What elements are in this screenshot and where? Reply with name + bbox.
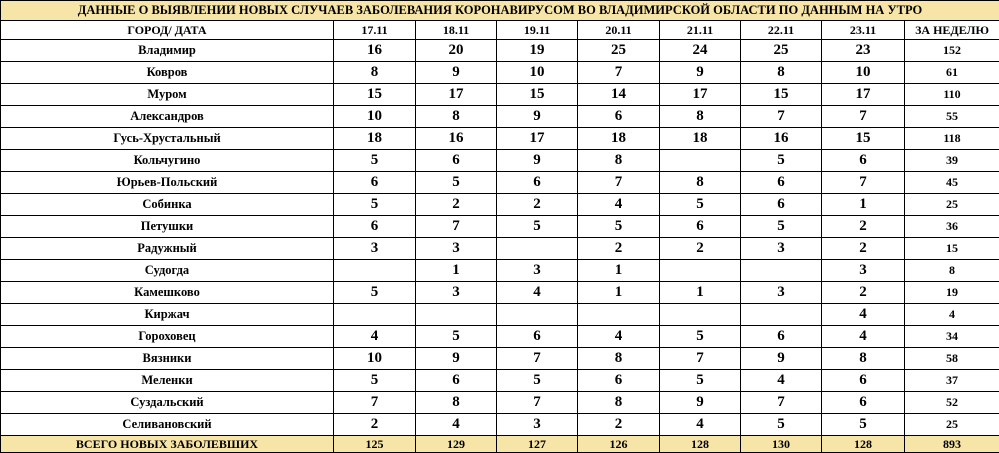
- city-name: Владимир: [1, 40, 334, 62]
- daily-cases-cell: 7: [497, 348, 578, 370]
- week-total-header: ЗА НЕДЕЛЮ: [905, 21, 999, 40]
- daily-cases-cell: 2: [578, 238, 660, 260]
- daily-cases-cell: 6: [578, 106, 660, 128]
- daily-cases-cell: 17: [497, 128, 578, 150]
- daily-cases-cell: 6: [822, 150, 905, 172]
- daily-cases-cell: 5: [741, 216, 822, 238]
- week-total-cell: 8: [905, 260, 999, 282]
- daily-cases-cell: [660, 260, 741, 282]
- table-title: ДАННЫЕ О ВЫЯВЛЕНИИ НОВЫХ СЛУЧАЕВ ЗАБОЛЕВАНИЯ КОРОНАВИРУСОМ ВО ВЛАДИМИРСКОЙ ОБЛАСТИ ПО ДАННЫМ НА УТРО: [1, 1, 999, 21]
- week-total-cell: 52: [905, 392, 999, 414]
- date-header: 22.11: [741, 21, 822, 40]
- grand-total-cell: 893: [905, 436, 999, 453]
- daily-cases-cell: [741, 304, 822, 326]
- daily-cases-cell: 4: [497, 282, 578, 304]
- daily-cases-cell: 9: [497, 150, 578, 172]
- table-row: [1, 84, 999, 106]
- table-row: [1, 216, 999, 238]
- table-row: [1, 414, 999, 436]
- daily-cases-cell: 9: [660, 62, 741, 84]
- daily-cases-cell: 8: [416, 106, 497, 128]
- total-label: ВСЕГО НОВЫХ ЗАБОЛЕВШИХ: [1, 436, 334, 453]
- daily-total-cell: 127: [497, 436, 578, 453]
- city-name: Судогда: [1, 260, 334, 282]
- table-row: [1, 304, 999, 326]
- daily-cases-cell: 5: [497, 370, 578, 392]
- table-row: [1, 238, 999, 260]
- daily-cases-cell: 7: [416, 216, 497, 238]
- daily-cases-cell: 5: [741, 414, 822, 436]
- week-total-cell: 118: [905, 128, 999, 150]
- city-name: Гороховец: [1, 326, 334, 348]
- week-total-cell: 37: [905, 370, 999, 392]
- daily-cases-cell: 2: [578, 414, 660, 436]
- daily-cases-cell: 3: [497, 414, 578, 436]
- daily-cases-cell: 1: [822, 194, 905, 216]
- daily-cases-cell: 2: [334, 414, 416, 436]
- daily-cases-cell: 15: [334, 84, 416, 106]
- city-name: Радужный: [1, 238, 334, 260]
- daily-cases-cell: 23: [822, 40, 905, 62]
- daily-cases-cell: 2: [497, 194, 578, 216]
- city-name: Киржач: [1, 304, 334, 326]
- city-name: Селивановский: [1, 414, 334, 436]
- daily-cases-cell: 3: [822, 260, 905, 282]
- daily-cases-cell: [416, 304, 497, 326]
- city-date-header: ГОРОД/ ДАТА: [1, 21, 334, 40]
- daily-cases-cell: 18: [660, 128, 741, 150]
- daily-cases-cell: 10: [822, 62, 905, 84]
- daily-cases-cell: [741, 260, 822, 282]
- daily-cases-cell: 6: [334, 172, 416, 194]
- city-name: Ковров: [1, 62, 334, 84]
- daily-cases-cell: 7: [334, 392, 416, 414]
- week-total-cell: 58: [905, 348, 999, 370]
- daily-total-cell: 128: [660, 436, 741, 453]
- date-header: 18.11: [416, 21, 497, 40]
- daily-cases-cell: 7: [822, 172, 905, 194]
- week-total-cell: 25: [905, 194, 999, 216]
- daily-cases-cell: 6: [497, 172, 578, 194]
- daily-cases-cell: 4: [741, 370, 822, 392]
- city-name: Собинка: [1, 194, 334, 216]
- daily-cases-cell: 5: [416, 326, 497, 348]
- daily-cases-cell: 5: [334, 370, 416, 392]
- daily-cases-cell: 2: [822, 282, 905, 304]
- daily-cases-cell: 25: [578, 40, 660, 62]
- daily-cases-cell: [660, 150, 741, 172]
- week-total-cell: 25: [905, 414, 999, 436]
- daily-cases-cell: 6: [334, 216, 416, 238]
- daily-cases-cell: 5: [578, 216, 660, 238]
- daily-cases-cell: 6: [741, 326, 822, 348]
- daily-cases-cell: 7: [741, 392, 822, 414]
- daily-cases-cell: 7: [660, 348, 741, 370]
- daily-cases-cell: 7: [497, 392, 578, 414]
- city-name: Юрьев-Польский: [1, 172, 334, 194]
- table-row: [1, 282, 999, 304]
- daily-cases-cell: 18: [334, 128, 416, 150]
- date-header: 23.11: [822, 21, 905, 40]
- daily-total-cell: 125: [334, 436, 416, 453]
- week-total-cell: 39: [905, 150, 999, 172]
- table-row: [1, 392, 999, 414]
- table-row: [1, 370, 999, 392]
- daily-cases-cell: 1: [660, 282, 741, 304]
- daily-cases-cell: 4: [578, 326, 660, 348]
- daily-cases-cell: 16: [334, 40, 416, 62]
- daily-cases-cell: 5: [741, 150, 822, 172]
- week-total-cell: 34: [905, 326, 999, 348]
- daily-cases-cell: 3: [741, 282, 822, 304]
- daily-cases-cell: 1: [416, 260, 497, 282]
- daily-total-cell: 130: [741, 436, 822, 453]
- daily-cases-cell: 8: [660, 172, 741, 194]
- daily-cases-cell: 8: [578, 150, 660, 172]
- city-name: Кольчугино: [1, 150, 334, 172]
- daily-cases-cell: 2: [822, 238, 905, 260]
- week-total-cell: 110: [905, 84, 999, 106]
- date-header: 17.11: [334, 21, 416, 40]
- table-row: [1, 150, 999, 172]
- title-row: [1, 1, 999, 21]
- table-row: [1, 260, 999, 282]
- week-total-cell: 36: [905, 216, 999, 238]
- table-row: [1, 62, 999, 84]
- daily-cases-cell: 15: [822, 128, 905, 150]
- daily-cases-cell: 2: [660, 238, 741, 260]
- daily-cases-cell: 8: [416, 392, 497, 414]
- daily-cases-cell: 5: [334, 150, 416, 172]
- daily-cases-cell: 5: [822, 414, 905, 436]
- daily-cases-cell: 1: [578, 282, 660, 304]
- week-total-cell: 55: [905, 106, 999, 128]
- daily-cases-cell: 24: [660, 40, 741, 62]
- table-row: [1, 326, 999, 348]
- daily-cases-cell: 4: [334, 326, 416, 348]
- daily-cases-cell: 6: [578, 370, 660, 392]
- daily-cases-cell: 6: [660, 216, 741, 238]
- daily-cases-cell: 15: [497, 84, 578, 106]
- daily-cases-cell: 5: [660, 370, 741, 392]
- daily-cases-cell: [334, 304, 416, 326]
- daily-cases-cell: 7: [822, 106, 905, 128]
- daily-cases-cell: [497, 238, 578, 260]
- daily-cases-cell: 3: [497, 260, 578, 282]
- daily-cases-cell: 6: [416, 370, 497, 392]
- daily-cases-cell: 10: [497, 62, 578, 84]
- daily-cases-cell: 8: [578, 392, 660, 414]
- daily-cases-cell: 17: [822, 84, 905, 106]
- week-total-cell: 152: [905, 40, 999, 62]
- daily-cases-cell: 6: [822, 392, 905, 414]
- daily-cases-cell: 10: [334, 106, 416, 128]
- daily-cases-cell: 7: [741, 106, 822, 128]
- table-row: [1, 194, 999, 216]
- daily-cases-cell: 10: [334, 348, 416, 370]
- daily-cases-cell: 6: [822, 370, 905, 392]
- daily-cases-cell: 3: [416, 238, 497, 260]
- daily-cases-cell: [497, 304, 578, 326]
- daily-cases-cell: 7: [578, 62, 660, 84]
- daily-total-cell: 128: [822, 436, 905, 453]
- city-name: Гусь-Хрустальный: [1, 128, 334, 150]
- daily-cases-cell: [578, 304, 660, 326]
- city-name: Вязники: [1, 348, 334, 370]
- daily-cases-cell: 19: [497, 40, 578, 62]
- daily-cases-cell: 9: [416, 62, 497, 84]
- daily-cases-cell: 6: [416, 150, 497, 172]
- daily-cases-cell: 5: [497, 216, 578, 238]
- daily-cases-cell: 14: [578, 84, 660, 106]
- daily-cases-cell: 17: [416, 84, 497, 106]
- daily-cases-cell: 6: [497, 326, 578, 348]
- daily-cases-cell: 25: [741, 40, 822, 62]
- daily-cases-cell: 6: [741, 194, 822, 216]
- week-total-cell: 19: [905, 282, 999, 304]
- daily-cases-cell: 4: [660, 414, 741, 436]
- table-row: [1, 40, 999, 62]
- daily-cases-cell: 20: [416, 40, 497, 62]
- daily-cases-cell: [660, 304, 741, 326]
- week-total-cell: 4: [905, 304, 999, 326]
- daily-cases-cell: 2: [822, 216, 905, 238]
- daily-cases-cell: 5: [416, 172, 497, 194]
- daily-cases-cell: 5: [334, 194, 416, 216]
- table-row: [1, 172, 999, 194]
- daily-cases-cell: 18: [578, 128, 660, 150]
- daily-cases-cell: 9: [497, 106, 578, 128]
- city-name: Александров: [1, 106, 334, 128]
- city-name: Меленки: [1, 370, 334, 392]
- daily-cases-cell: 3: [416, 282, 497, 304]
- week-total-cell: 61: [905, 62, 999, 84]
- city-name: Петушки: [1, 216, 334, 238]
- week-total-cell: 15: [905, 238, 999, 260]
- daily-cases-cell: 7: [578, 172, 660, 194]
- daily-cases-cell: 5: [660, 326, 741, 348]
- daily-cases-cell: 9: [416, 348, 497, 370]
- daily-cases-cell: 8: [822, 348, 905, 370]
- daily-cases-cell: 1: [578, 260, 660, 282]
- daily-cases-cell: 5: [334, 282, 416, 304]
- daily-cases-cell: 16: [416, 128, 497, 150]
- daily-cases-cell: 4: [822, 326, 905, 348]
- daily-total-cell: 126: [578, 436, 660, 453]
- week-total-cell: 45: [905, 172, 999, 194]
- daily-cases-cell: 3: [741, 238, 822, 260]
- date-header: 19.11: [497, 21, 578, 40]
- daily-cases-cell: 4: [416, 414, 497, 436]
- daily-total-cell: 129: [416, 436, 497, 453]
- daily-cases-cell: 5: [660, 194, 741, 216]
- daily-cases-cell: 4: [578, 194, 660, 216]
- daily-cases-cell: 9: [660, 392, 741, 414]
- daily-cases-cell: 16: [741, 128, 822, 150]
- table-row: [1, 106, 999, 128]
- city-name: Суздальский: [1, 392, 334, 414]
- total-row: [1, 436, 999, 453]
- header-row: [1, 21, 999, 40]
- daily-cases-cell: 2: [416, 194, 497, 216]
- daily-cases-cell: 8: [578, 348, 660, 370]
- daily-cases-cell: 8: [741, 62, 822, 84]
- daily-cases-cell: 9: [741, 348, 822, 370]
- table-row: [1, 128, 999, 150]
- daily-cases-cell: 17: [660, 84, 741, 106]
- daily-cases-cell: 8: [334, 62, 416, 84]
- date-header: 20.11: [578, 21, 660, 40]
- daily-cases-cell: 8: [660, 106, 741, 128]
- city-name: Муром: [1, 84, 334, 106]
- table-row: [1, 348, 999, 370]
- daily-cases-cell: 15: [741, 84, 822, 106]
- daily-cases-cell: 4: [822, 304, 905, 326]
- date-header: 21.11: [660, 21, 741, 40]
- daily-cases-cell: 3: [334, 238, 416, 260]
- daily-cases-cell: [334, 260, 416, 282]
- daily-cases-cell: 6: [741, 172, 822, 194]
- city-name: Камешково: [1, 282, 334, 304]
